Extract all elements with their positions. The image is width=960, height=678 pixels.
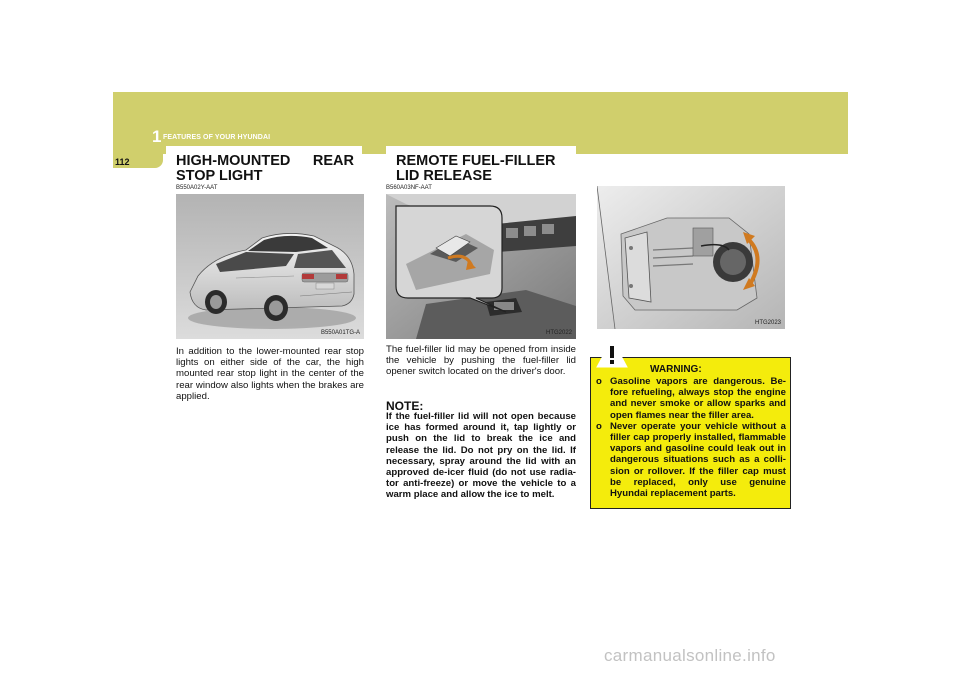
note-body: If the fuel-filler lid will not open because ice has formed around it, tap lightly or push on the lid to break the ice and release the lid. Do not pry on the lid. If necessary, spray around the lid with an approved de-icer fluid (do not use radia-tor anti-freeze) or move the vehicle to a warm place and allow the ice to melt. [386, 411, 576, 501]
figure-label-cap: HTG2023 [754, 320, 781, 326]
note-heading: NOTE: [386, 399, 424, 413]
filler-cap-illustration [597, 186, 785, 329]
section-code-stop-light: B550A02Y-AAT [176, 185, 218, 191]
chapter-number: 1 [152, 127, 162, 146]
section-title-fuel-filler: REMOTE FUEL-FILLER LID RELEASE [396, 153, 556, 184]
warning-item-text: Never operate your vehicle without a filler cap properly installed, flammable vapors and gasoline could leak out in dangerous situations such as a colli-sion or rollover. If the filler cap must be replaced, only use genuine Hyundai replacement parts. [610, 420, 786, 500]
warning-heading: WARNING: [650, 364, 702, 375]
chapter-title: FEATURES OF YOUR HYUNDAI [163, 134, 271, 141]
title-word-high-mounted: HIGH-MOUNTED [176, 153, 291, 169]
body-text-fuel-filler: The fuel-filler lid may be opened from inside the vehicle by pushing the fuel-filler lid opener switch located on the driver's door. [386, 344, 576, 378]
body-text-stop-light: In addition to the lower-mounted rear stop lights on either side of the car, the high mounted rear stop light in the center of the rear window also lights when the brakes are applied. [176, 346, 364, 402]
warning-item [596, 421, 786, 499]
watermark-text: carmanualsonline.info [604, 646, 776, 665]
header-band [113, 92, 848, 154]
section-title-stop-light [176, 154, 354, 184]
warning-triangle-icon [596, 338, 628, 368]
fuel-lid-switch-figure [386, 194, 576, 339]
title-word-rear: REAR [312, 153, 354, 169]
warning-list [596, 376, 786, 499]
fuel-filler-cap-figure [597, 186, 785, 329]
figure-label-car: B550A01TG-A [320, 330, 360, 336]
page-number: 112 [115, 157, 130, 167]
warning-item [596, 376, 786, 421]
figure-label-switch: HTG2022 [545, 330, 572, 336]
title-line-stop-light: STOP LIGHT [176, 168, 263, 184]
warning-bullet: o [596, 420, 602, 432]
car-rear-figure [176, 194, 364, 339]
car-illustration [176, 194, 364, 339]
section-code-fuel-filler: B560A03NF-AAT [386, 185, 432, 191]
warning-item-text: Gasoline vapors are dangerous. Be-fore refueling, always stop the engine and never smoke or allow sparks and open flames near the filler area. [610, 376, 786, 421]
warning-bullet: o [596, 376, 602, 387]
door-panel-illustration [386, 194, 576, 339]
